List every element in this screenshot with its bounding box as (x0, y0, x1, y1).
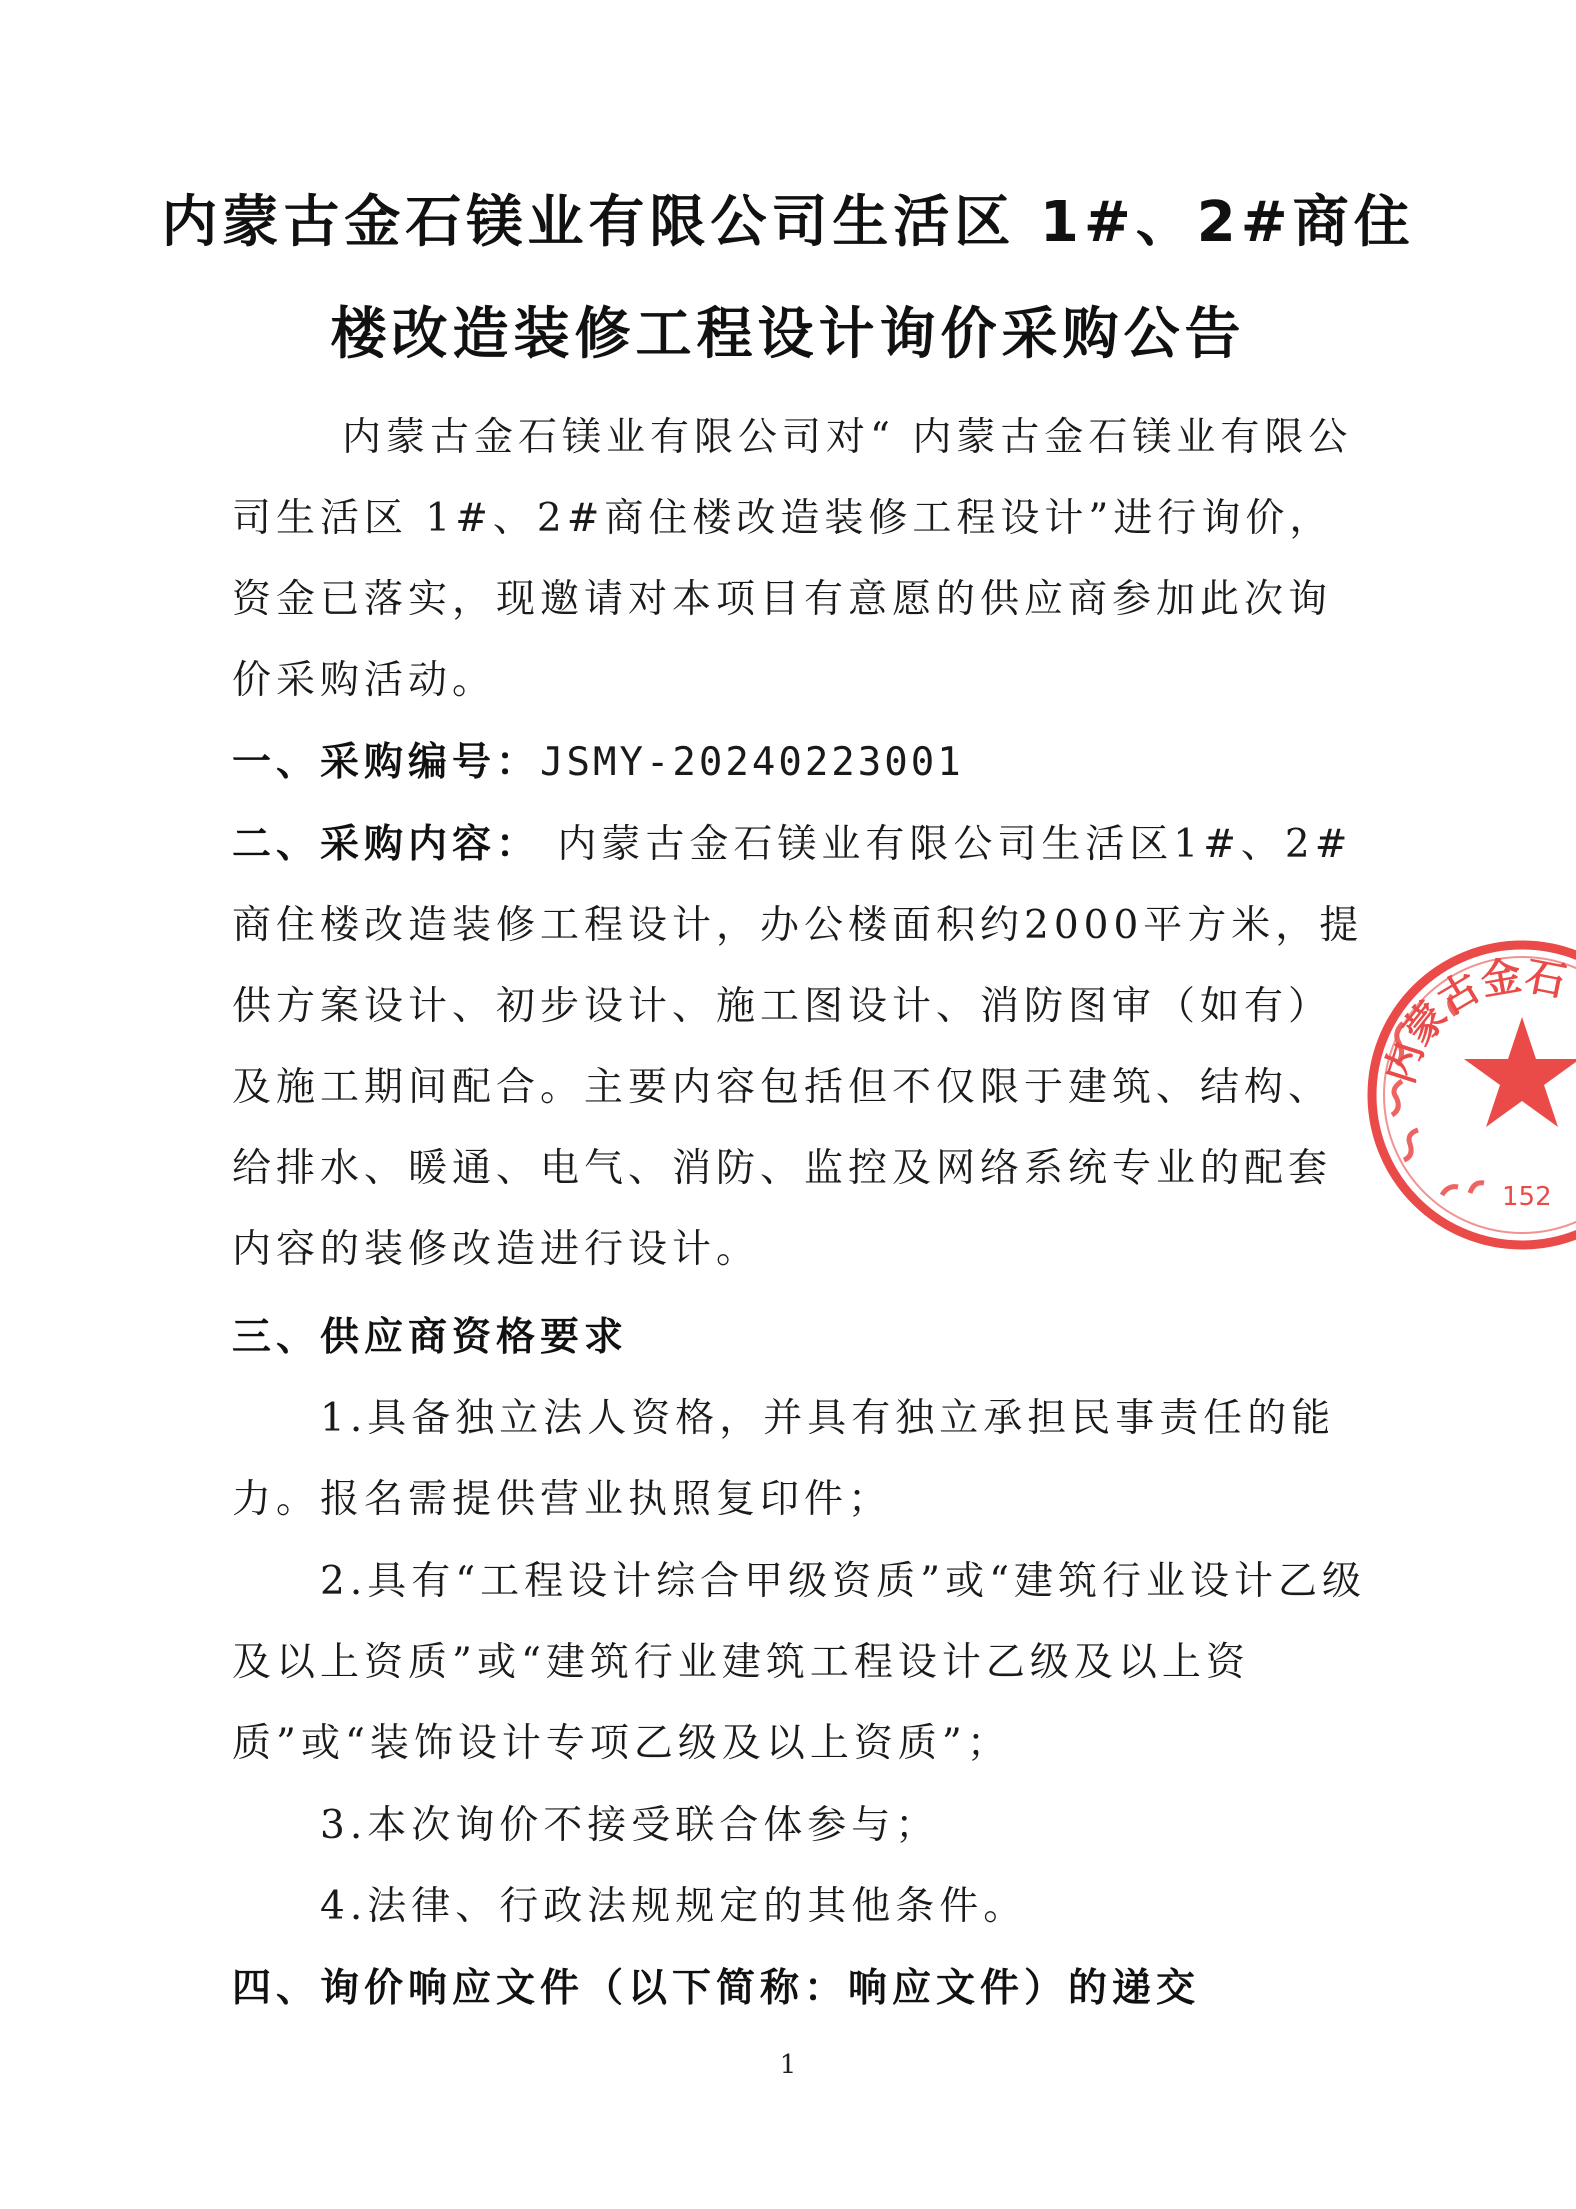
qualification-item-1: 1.具备独立法人资格，并具有独立承担民事责任的能力。报名需提供营业执照复印件； (232, 1396, 1336, 1522)
section-1-heading: 一、采购编号： (232, 740, 541, 785)
seal-star-icon (1464, 1017, 1576, 1127)
page-number: 1 (779, 2050, 797, 2080)
intro-paragraph: 内蒙古金石镁业有限公司对“ 内蒙古金石镁业有限公司生活区 1#、2#商住楼改造装修工程设计”进行询价，资金已落实，现邀请对本项目有意愿的供应商参加此次询价采购活动。 (232, 415, 1353, 703)
document-title-line-1: 内蒙古金石镁业有限公司生活区 1#、2#商住 (161, 190, 1415, 255)
section-procurement-number (232, 722, 1372, 803)
section-procurement-content (232, 804, 1372, 1290)
seal-number-text: 152 (1502, 1182, 1552, 1212)
qualification-item-4: 4.法律、行政法规规定的其他条件。 (320, 1884, 1028, 1929)
document-title-line-2: 楼改造装修工程设计询价采购公告 (330, 302, 1246, 367)
procurement-number-value: JSMY-20240223001 (540, 740, 964, 785)
seal-graphic (1352, 925, 1576, 1255)
qualification-item-2: 2.具有“工程设计综合甲级资质”或“建筑行业设计乙级及以上资质”或“建筑行业建筑工程设计乙级及以上资质”或“装饰设计专项乙级及以上资质”； (232, 1559, 1367, 1766)
qualification-item-3: 3.本次询价不接受联合体参与； (320, 1803, 940, 1848)
section-3-heading: 三、供应商资格要求 (232, 1315, 629, 1360)
seal-name-text: 内蒙古金石 (1376, 952, 1570, 1089)
official-seal (1352, 925, 1576, 1255)
section-4-heading: 四、询价响应文件（以下简称：响应文件）的递交 (232, 1966, 1201, 2011)
section-2-heading: 二、采购内容： (232, 822, 541, 867)
procurement-content-text: 内蒙古金石镁业有限公司生活区1#、2#商住楼改造装修工程设计，办公楼面积约2000平方米，提供方案设计、初步设计、施工图设计、消防图审（如有）及施工期间配合。主要内容包括但不仅限于建筑、结构、给排水、暖通、电气、消防、监控及网络系统专业的配套内容的装修改造进行设计。 (232, 822, 1364, 1272)
